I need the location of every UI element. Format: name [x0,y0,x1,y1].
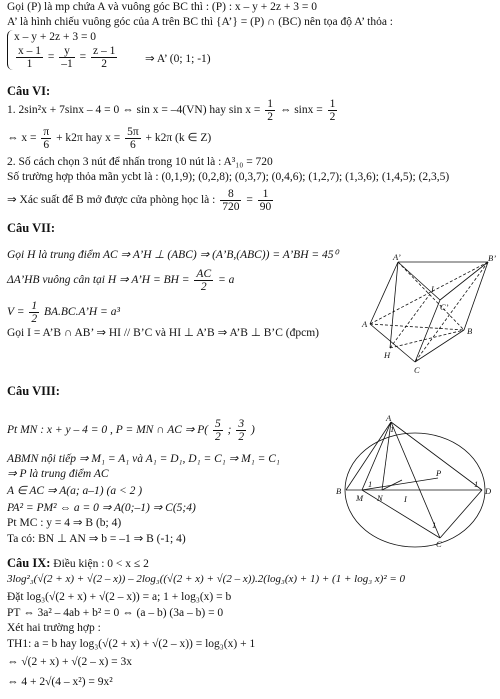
fig-label: B [336,486,342,496]
intro-line-2: A’ là hình chiếu vuông góc của A trên BC thì {A’} = (P) ∩ (BC) nên tọa độ A’ thỏa : [7,16,394,28]
fig-label: H [384,350,391,360]
cau7-line-1: Gọi H là trung điểm AC ⇒ A’H ⊥ (ABC) ⇒ (A’B,(ABC)) = A’BH = 45⁰ [7,249,339,261]
cau8-line-6: Pt MC : y = 4 ⇒ B (b; 4) [7,517,122,529]
cau8-line-7: Ta có: BN ⊥ AN ⇒ b = –1 ⇒ B (-1; 4) [7,533,186,545]
cau9-line-6: ⇔ √(2 + x) + √(2 – x) = 3x [7,656,133,668]
cau8-line-1: Pt MN : x + y – 4 = 0 , P = MN ∩ AC ⇒ P( $\frac{5}{2}$ ; $\frac{3}{2}$ ) [7,418,255,443]
intro-result: ⇒ A’ (0; 1; -1) [145,53,211,65]
fig-label: I [431,284,434,294]
fig-label: A [386,414,392,423]
cau9-line-2: Đặt log₃(√(2 + x) + √(2 – x)) = a; 1 + log₃(x) = b [7,591,232,603]
cau9-heading-line [7,556,149,571]
cau7-line-3: V = $\frac{1}{2}$ BA.BC.A’H = a³ [7,300,120,325]
intro-line-1: Gọi (P) là mp chứa A và vuông góc BC thì : (P) : x – y + 2z + 3 = 0 [7,1,317,13]
fraction: $\frac{x - 1}{1}$ [18,45,41,70]
cau8-line-2: ABMN nội tiếp ⇒ M₁ = A₁ và A₁ = D₁, D₁ = C₁ ⇒ M₁ = C₁ [7,453,280,465]
cau8-line-5: PA² = PM² ⇔ a = 0 ⇒ A(0;–1) ⇒ C(5;4) [7,502,196,514]
cau6-line-4: Số trường hợp thỏa mãn ycbt là : (0,1,9); (0,2,8); (0,3,7); (0,4,6); (1,2,7); (1,3,6); (1,4,5); (2,3,5) [7,171,450,183]
fig-label: A’ [393,252,401,262]
fig-label: A [362,319,368,329]
cau6-line-1: 1. 2sin²x + 7sinx – 4 = 0 ⇔ sin x = –4(VN) hay sin x = $\frac{1}{2}$ ⇔ sinx = $\frac{1}{2}$ [7,98,336,123]
cau8-line-4: A ∈ AC ⇒ A(a; a–1) (a < 2 ) [7,485,143,497]
system-eq-1: x – y + 2z + 3 = 0 [14,31,97,43]
heading-cau-9: Câu IX: [7,556,51,570]
fig-label: M [356,493,364,503]
cau9-line-5: TH1: a = b hay log₃(√(2 + x) + √(2 – x)) = log₃(x) + 1 [7,638,256,650]
fig-label: C [436,539,442,549]
fig-label: C [414,365,420,375]
fig-label: 1 [390,424,395,434]
fig-label: B [467,326,473,336]
fig-label: 1 [432,520,437,530]
equation-system [7,30,119,70]
system-eq-2: $\frac{x - 1}{1}$ = $\frac{y}{-1}$ = $\frac{z - 1}{2}$ [18,45,116,70]
fig-label: D [485,486,492,496]
cau7-line-2: ΔA’HB vuông cân tại H ⇒ A’H = BH = $\frac{AC}{2}$ = a [7,268,235,293]
cau6-line-3: 2. Số cách chọn 3 nút để nhấn trong 10 nút là : A³₁₀ = 720 [7,156,273,168]
fraction: $\frac{z - 1}{2}$ [93,45,116,70]
cau9-line-3: PT ⇔ 3a² – 4ab + b² = 0 ⇔ (a – b) (3a – b) = 0 [7,607,224,619]
cau9-line-4: Xét hai trường hợp : [7,622,101,634]
heading-cau-7: Câu VII: [7,221,56,235]
fig-label: 1 [474,479,479,489]
heading-cau-6: Câu VI: [7,84,51,98]
fig-label: N [377,493,383,503]
cau6-line-5: ⇒ Xác suất để B mở được cửa phòng học là : $\frac{8}{720}$ = $\frac{1}{90}$ [7,188,272,213]
heading-cau-8: Câu VIII: [7,384,60,398]
cau8-line-3: ⇒ P là trung điểm AC [7,468,109,480]
cau9-line-1: 3log²₃(√(2 + x) + √(2 – x)) – 2log₃((√(2 + x) + √(2 – x)).2(log₃(x) + 1) + (1 + log₃ x)² = 0 [7,573,406,585]
fig-label: 1 [368,479,373,489]
fig-label: C’ [440,302,449,312]
fig-label: B’ [488,253,497,263]
cau6-line-2: ⇔ x = $\frac{\pi}{6}$ + k2π hay x = $\frac{5\pi}{6}$ + k2π (k ∈ Z) [7,126,212,151]
prism-figure [360,252,498,378]
cau9-condition: Điều kiện : 0 < x ≤ 2 [50,558,149,570]
fig-label: I [404,494,407,504]
fraction: $\frac{y}{-1}$ [61,45,73,70]
cau9-line-7: ⇔ 4 + 2√(4 – x²) = 9x² [7,676,113,688]
fig-label: P [436,468,442,478]
cau7-line-4: Gọi I = A’B ∩ AB’ ⇒ HI // B’C và HI ⊥ A’B ⇒ A’B ⊥ B’C (đpcm) [7,327,319,339]
circle-figure [332,414,498,550]
